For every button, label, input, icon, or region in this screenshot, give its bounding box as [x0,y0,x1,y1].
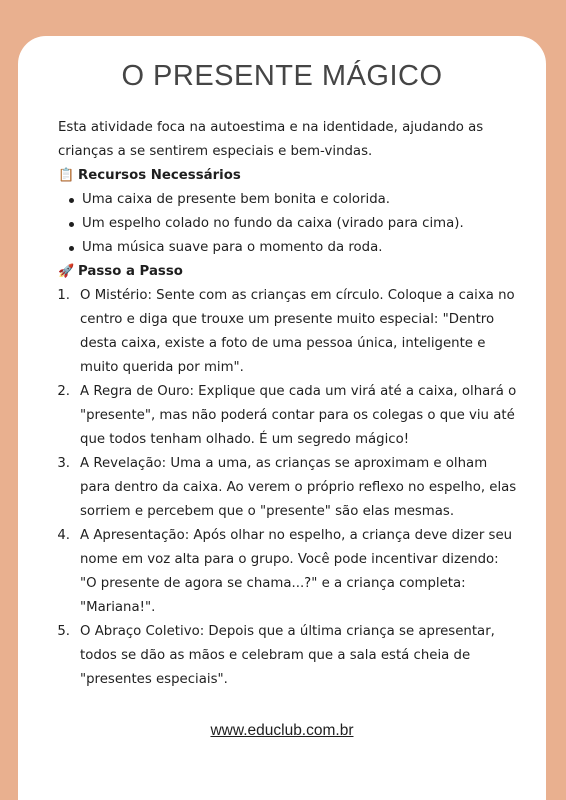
page-card [18,36,546,800]
step-number: 4. [57,528,70,543]
clipboard-icon: 📋 [58,168,75,183]
resources-heading-label: Recursos Necessários [78,168,241,183]
step-item [58,524,518,620]
page-title: O PRESENTE MÁGICO [121,60,443,92]
steps-heading-label: Passo a Passo [78,264,183,279]
step-item [58,620,518,692]
resources-list [58,188,518,260]
resources-heading [58,164,518,188]
rocket-icon: 🚀 [58,264,75,279]
list-item: Um espelho colado no fundo da caixa (virado para cima). [82,212,518,236]
step-number: 3. [57,456,70,471]
list-item: Uma música suave para o momento da roda. [82,236,518,260]
steps-heading [58,260,518,284]
step-item [58,380,518,452]
intro-paragraph: Esta atividade foca na autoestima e na identidade, ajudando as crianças a se sentirem especiais e bem-vindas. [58,120,484,159]
step-number: 2. [57,384,70,399]
content [58,116,518,692]
step-text: A Revelação: Uma a uma, as crianças se aproximam e olham para dentro da caixa. Ao verem o próprio reflexo no espelho, elas sorriem e percebem que o "presente" são elas mesmas. [80,456,517,519]
steps-list [58,284,518,692]
step-item [58,452,518,524]
step-number: 1. [57,288,70,303]
list-item: Uma caixa de presente bem bonita e colorida. [82,188,518,212]
step-text: A Regra de Ouro: Explique que cada um virá até a caixa, olhará o "presente", mas não poderá contar para os colegas o que viu até que todos tenham olhado. É um segredo mágico! [80,384,517,447]
step-text: O Abraço Coletivo: Depois que a última criança se apresentar, todos se dão as mãos e celebram que a sala está cheia de "presentes especiais". [80,624,495,687]
website-link[interactable]: www.educlub.com.br [210,722,354,739]
step-text: A Apresentação: Após olhar no espelho, a criança deve dizer seu nome em voz alta para o grupo. Você pode incentivar dizendo: "O presente de agora se chama...?" e a criança completa: "Mariana!". [80,528,513,615]
step-number: 5. [57,624,70,639]
step-item [58,284,518,380]
step-text: O Mistério: Sente com as crianças em círculo. Coloque a caixa no centro e diga que trouxe um presente muito especial: "Dentro desta caixa, existe a foto de uma pessoa única, inteligente e muito querida por mim". [80,288,515,375]
